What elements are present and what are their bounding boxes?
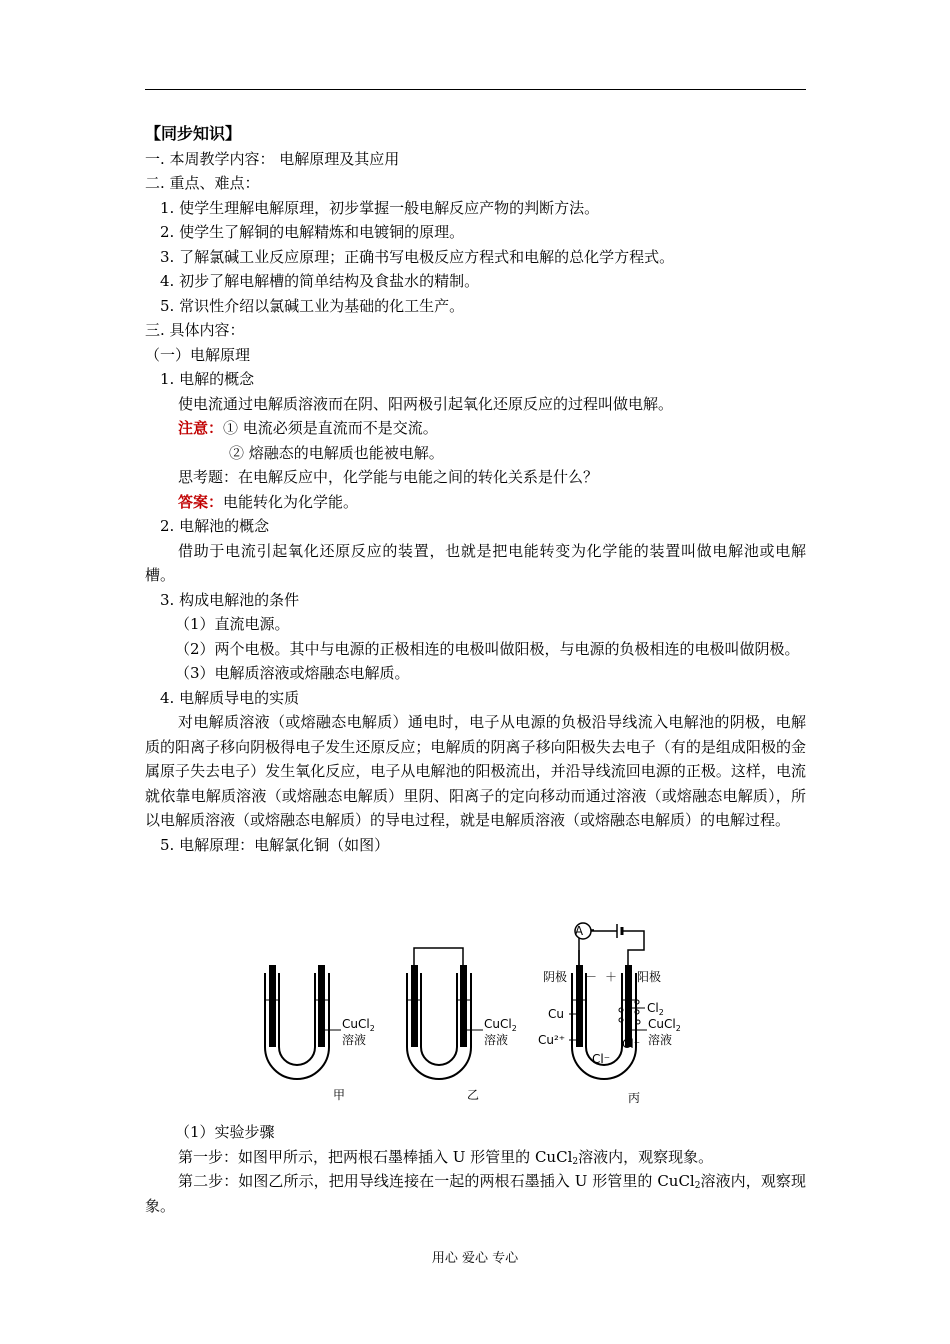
label-yi-solution: 溶液 [484,1033,509,1047]
note-line-1 [145,416,806,441]
answer-text: 电能转化为化学能。 [223,492,359,511]
key-point-5: 5. 常识性介绍以氯碱工业为基础的化工生产。 [160,296,465,315]
step-2 [145,1169,806,1218]
electrode-bing-anode [625,965,632,1047]
step-1-text-b: 溶液内，观察现象。 [578,1147,714,1166]
u-tube-diagram [145,920,806,1110]
u-tube-yi-inner [421,973,457,1065]
label-cu: Cu [548,1007,564,1021]
note-1-text: ① 电流必须是直流而不是交流。 [223,419,438,437]
line-specific-content: 三. 具体内容： [145,321,245,339]
wire-bing-right [622,931,644,965]
item-principle-heading: 5. 电解原理：电解氯化铜（如图） [160,835,390,854]
label-jia: 甲 [333,1088,346,1102]
item-conduction-text: 对电解质溶液（或熔融态电解质）通电时，电子从电源的负极沿导线流入电解池的阴极，电解质的阳离子移向阴极得电子发生还原反应；电解质的阴离子移向阳极失去电子（有的是组成阳极的金属原子失去电子）发生氧化反应，电子从电解池的阳极流出，并沿导线流回电源的正极。这样，电流就依靠电解质溶液（或熔融态电解质）里阴、阳离子的定向移动而通过溶液（或熔融态电解质），所以电解质溶液（或熔融态电解质）的导电过程，就是电解质溶液（或熔融态电解质）的电解过程。 [145,713,806,829]
electrode-jia-right [318,965,325,1047]
section-title: 【同步知识】 [145,124,242,143]
electrolysis-figure [145,920,806,1110]
label-yi-cucl2: CuCl$_2$ [484,1017,517,1033]
label-plus: ＋ [605,970,618,984]
u-tube-bing-inner [586,973,622,1065]
step-1-text-a: 第一步：如图甲所示，把两根石墨棒插入 U 形管里的 CuCl [178,1147,573,1166]
document-body-continued [145,1120,806,1218]
note-label: 注意： [178,419,224,437]
condition-3: （3）电解质溶液或熔融态电解质。 [175,664,410,682]
document-body [145,122,806,857]
step-2-text-b: 溶液内，观察现象。 [145,1172,806,1215]
note-line-2: ② 熔融态的电解质也能被电解。 [229,443,444,462]
label-bing-solution: 溶液 [648,1033,673,1047]
key-point-3: 3. 了解氯碱工业反应原理；正确书写电极反应方程式和电解的总化学方程式。 [160,247,675,266]
label-jia-cucl2: CuCl$_2$ [342,1017,375,1033]
item-conduction-heading: 4. 电解质导电的实质 [160,688,300,707]
label-cl2: $Cl_2$ [647,1001,664,1017]
experiment-steps-heading: （1）实验步骤 [175,1123,275,1141]
u-tube-jia-inner [279,973,315,1065]
step-1-sub: 2 [572,1156,579,1167]
label-ammeter: A [574,924,584,938]
step-2-sub: 2 [694,1181,701,1191]
label-cl-minus-1: Cl⁻ [622,1037,641,1051]
answer-label: 答案： [178,492,224,511]
electrode-yi-left [411,965,418,1047]
item-conditions-heading: 3. 构成电解池的条件 [160,590,300,609]
item-concept-heading: 1. 电解的概念 [160,370,255,388]
electrode-yi-right [460,965,467,1047]
condition-1: （1）直流电源。 [175,615,290,633]
item-cell-text: 借助于电流引起氧化还原反应的装置，也就是把电能转变为化学能的装置叫做电解池或电解槽。 [145,541,806,584]
label-jia-solution: 溶液 [342,1033,367,1047]
step-2-text-a: 第二步：如图乙所示，把用导线连接在一起的两根石墨插入 U 形管里的 CuCl [178,1172,695,1190]
key-point-1: 1. 使学生理解电解原理，初步掌握一般电解反应产物的判断方法。 [160,198,600,217]
key-point-4: 4. 初步了解电解槽的简单结构及食盐水的精制。 [160,272,480,290]
subsection-electrolysis-principle: （一）电解原理 [145,345,251,364]
label-yi: 乙 [467,1088,480,1102]
page-footer: 用心 爱心 专心 [431,1251,519,1266]
label-cu2: Cu²⁺ [538,1033,566,1047]
header-rule [145,89,806,90]
key-point-2: 2. 使学生了解铜的电解精炼和电镀铜的原理。 [160,223,465,241]
item-cell-heading: 2. 电解池的概念 [160,517,270,535]
electrode-bing-cathode [576,965,583,1047]
answer-line [145,490,806,515]
line-teaching-content: 一. 本周教学内容： 电解原理及其应用 [145,149,400,168]
label-cl-minus-2: Cl⁻ [592,1052,611,1066]
label-bing-cucl2: CuCl$_2$ [648,1017,681,1033]
electrode-jia-left [269,965,276,1047]
think-question: 思考题：在电解反应中，化学能与电能之间的转化关系是什么？ [178,468,599,486]
line-key-points: 二. 重点、难点： [145,174,260,192]
item-concept-text: 使电流通过电解质溶液而在阴、阳两极引起氧化还原反应的过程叫做电解。 [178,394,674,413]
wire-yi [414,948,463,965]
condition-2: （2）两个电极。其中与电源的正极相连的电极叫做阳极，与电源的负极相连的电极叫做阴极。 [175,639,800,658]
ammeter-icon [575,923,591,939]
label-minus: － [585,970,598,984]
label-bing: 丙 [628,1091,641,1105]
step-1 [145,1145,806,1170]
label-cathode: 阴极 [543,970,568,984]
label-anode: 阳极 [637,970,662,984]
